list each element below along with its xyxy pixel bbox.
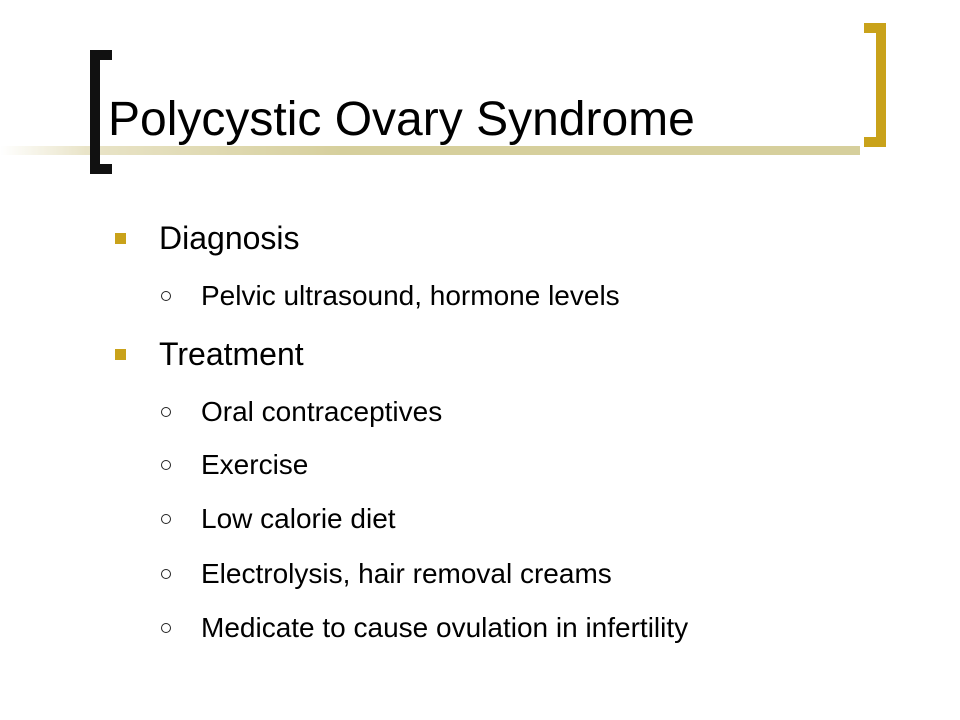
ring-bullet-icon [161, 569, 171, 579]
bullet-heading: Treatment [159, 336, 304, 372]
sub-bullet [161, 612, 688, 644]
sub-bullet-text: Electrolysis, hair removal creams [201, 558, 612, 589]
ring-bullet-icon [161, 460, 171, 470]
square-bullet-icon [115, 349, 126, 360]
ring-bullet-icon [161, 623, 171, 633]
ring-bullet-icon [161, 291, 171, 301]
bullet-heading: Diagnosis [159, 220, 300, 256]
sub-bullet-text: Medicate to cause ovulation in infertility [201, 612, 689, 643]
sub-bullet [161, 396, 442, 428]
sub-bullet [161, 558, 612, 590]
sub-bullet [161, 280, 620, 312]
square-bullet-icon [115, 233, 126, 244]
sub-bullet-text: Exercise [201, 449, 309, 480]
sub-bullet [161, 503, 396, 535]
bullet-treatment [115, 336, 304, 373]
ring-bullet-icon [161, 407, 171, 417]
sub-bullet [161, 449, 308, 481]
sub-bullet-text: Low calorie diet [201, 503, 396, 534]
sub-bullet-text: Pelvic ultrasound, hormone levels [201, 280, 620, 311]
ring-bullet-icon [161, 514, 171, 524]
sub-bullet-text: Oral contraceptives [201, 396, 443, 427]
slide-title: Polycystic Ovary Syndrome [108, 93, 695, 146]
title-accent-line [0, 146, 860, 155]
bullet-diagnosis [115, 220, 300, 257]
